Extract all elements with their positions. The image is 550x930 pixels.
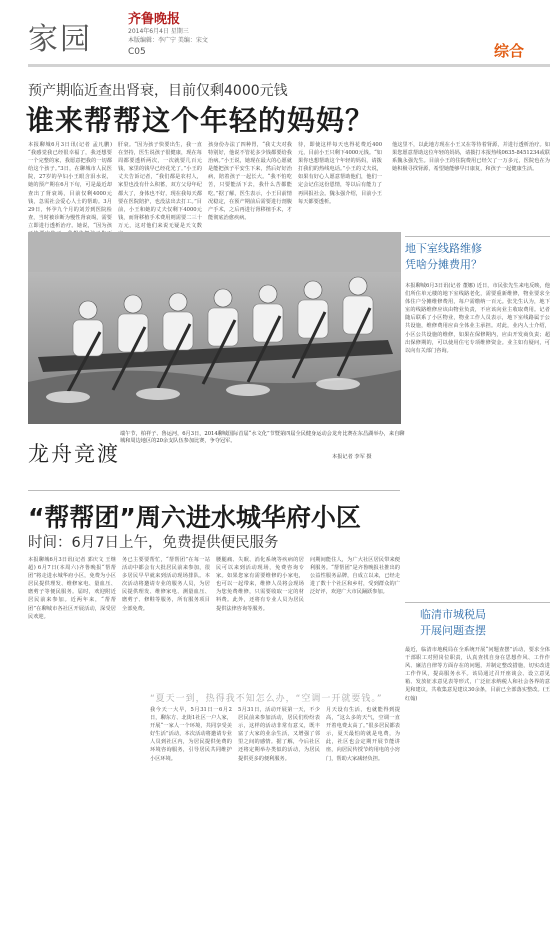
section-title: 家园 [28, 22, 92, 57]
story1-kicker: 预产期临近查出肾衰，目前仅剩4000元钱 [28, 83, 288, 99]
story2-headline: “帮帮团”周六进水城华府小区 [28, 503, 361, 532]
sidebar1-body: 本报聊城6月3日讯(记者 董娜) 近日，市民张先生来电反映，他们所住单元楼的地下室线路老化，需要重新维修，物业要求全体住户分摊维修费用，每户需缴纳一百元。张先生认为，地下室的线路维修应该由物业负责，不应该向业主收取费用。记者随后联系了小区物业，物业工作人员表示，地下室线路属于公共设施，维修费用应由全体业主承担。对此，业内人士介绍，小区公共设施的维修，如果在保修期内，应由开发商负责；超出保修期的，可以使用住宅专项维修资金。业主如有疑问，可以向有关部门咨询。 [405, 283, 550, 354]
story2-rule [28, 490, 400, 491]
story1-headline: 谁来帮帮这个年轻的妈妈？ [26, 104, 375, 137]
sidebar1-rule [405, 236, 550, 237]
page-number: C05 [128, 47, 146, 57]
dragon-boat-photo [28, 232, 401, 424]
story2-column-2: 务已主要要帮忙，“帮帮团”在每一站活动中都会有大批居民前来参加，很多居民早早就来到活动现场排队。本次活动将邀请专业的服务人员，为居民提供理发、维修家电、测量血压、磨剪子、修鞋等服务，所有服务项目全部免费。 [122, 557, 210, 612]
story2-column-1: 本报聊城6月3日讯(记者 郭庆文 王继超) 6月7日(本周六)齐鲁晚报“帮帮团”将走进水城华府小区，免费为小区居民提供理发、维修家电、量血压、磨剪子等便民服务。届时，欢迎附近居民前来参加。近两年来，“帮帮团”在聊城市各社区开展活动，深受居民欢迎。 [28, 557, 116, 620]
story1-column-5: 他这里不，以此地方现在小王又在等待着肾源，并进行透析治疗。如果您愿意帮助这位年轻的妈妈，请拨打本报热线0635-8451234或联系魏永强先生。目前小王的住院费用已经欠了一万多元，医院也在为她积极寻找肾源，希望她能够早日康复，和孩子一起健康生活。 [392, 142, 550, 173]
newspaper-logo: 齐鲁晚报 [128, 12, 181, 27]
story3-column-1: 我今天一大早，5月31日一6月2日，聊东方、北街1社区一户人家，开展“一家人一个环境，共同享受美好生活”活动，本次活动将邀请专业人员到社区内，为居民提供免费的环境咨询服务，引导居民共同维护小区环境。 [150, 707, 232, 762]
story1-column-1: 本报聊城6月3日讯(记者 孟凡鹏) “我感觉我已经很幸福了，我还想要一个完整的家，我愿意把我的一切都给这个孩子。”3日，在聊城市人民医院，27岁的孕妇小王眼含泪水说，她的预产期在6月下旬，可是最近却查出了肾衰竭，目前仅剩4000元钱，急需社会爱心人士的帮助。3月29日，怀孕九个月的刘芳到医院检查，当时被诊断为慢性肾衰竭，需要立即进行透析治疗。她说，“因为孩 [28, 142, 112, 229]
sidebar2-body: 最近，临清市地税局在全系统开展“问题查摆”活动，要求全体干部职工对照岗位职责，认真查找自身在思想作风、工作作风、廉洁自律等方面存在的问题，并制定整改措施，切实改进工作作风，提高服务水平。该局通过召开座谈会、设立意见箱、发放征求意见表等形式，广泛征求纳税人和社会各界的意见和建议，共收集意见建议30余条，目前已全部落实整改。(王红翰) [405, 647, 550, 702]
story2-column-4: 问期间能住人，为广大社区居民带来便利服务。“帮帮团”是齐鲁晚报社推出的公益性服务品牌，自成立以来，已经走进了数十个社区和乡村，受到群众的广泛好评，欢迎广大市民踊跃参加。 [310, 557, 400, 596]
story3-column-2: 5月31日，活动开展第一天，不少居民前来参加活动，居民们纷纷表示，这样的活动非常有意义，既丰富了大家的业余生活，又增强了邻里之间的感情。据了解，今后社区还将定期举办类似的活动，为居民提供更多的便利服务。 [238, 707, 320, 762]
sidebar2-title-line2: 开展问题查摆 [420, 624, 486, 637]
date-line: 2014年6月4日 星期三 [128, 28, 189, 35]
photo-caption: 端午节，柏祥子、鲁运河，6月3日，2014聊城国际首届“水文化”节暨第四届全民健身运动会龙舟比赛在东昌湖举办，来自聊城和周边地区的20余支队伍参加比赛，争夺冠军。 [120, 431, 405, 445]
sidebar1-title-line1: 地下室线路维修 [405, 242, 482, 255]
story2-subtitle: 时间：6月7日上午，免费提供便民服务 [28, 535, 279, 551]
category-label: 综合 [494, 42, 525, 60]
editor-line: 本版编辑：李广宁 美编：宋文 [128, 37, 208, 44]
story2-column-3: 腰腿痛、失眠、消化系统等疾病的居民可以来到活动现场，免费咨询专家。如果您家有需要维修的小家电，也可以一起带来，维修人员将会现场为您免费维修，只需要收取一定的材料费。此外，还将有专业人员为居民提供法律咨询等服务。 [216, 557, 304, 612]
sidebar2-rule [405, 602, 550, 603]
story1-column-3: 孩身份办法了四种胃，“我丈夫对我特别好，他说不管花多少钱都要给我治病。”小王说，她现在最大的心愿就是能把孩子平安生下来，然后好好治病，陪着孩子一起长大。“我不怕吃苦，只要能活下去，我什么苦都能吃。”据了解，医生表示，小王目前情况稳定，在预产期前后需要进行剖腹产手术，之后再进行肾移植手术，才能彻底治愈疾病。 [208, 142, 292, 221]
sidebar1-title-line2: 凭啥分摊费用？ [405, 258, 482, 271]
story3-column-3: 月天设有生活，也就能得到提高，“这么多的天气，空调一直开着电费太高了。”很多居民都表示，夏天最怕的就是电费，为此，社区也会定期开展节能讲座，向居民传授节约用电的小窍门，帮助大家减轻负担。 [326, 707, 400, 762]
sidebar2-title-line1: 临清市城税局 [420, 608, 486, 621]
photo-label: 龙舟竞渡 [28, 442, 120, 466]
header-rule [28, 64, 550, 67]
story1-column-4: 待，即使这样每天也得花费近400元，目前小王只剩下4000元钱。“如果你也想帮助这个年轻的妈妈，请拨打我们的热线电话。”小王的丈夫说，如果有好心人愿意帮助他们，他们一定会记住这份恩情，等以后有能力了再回报社会。魏永强介绍，目前小王每天都要透析。 [298, 142, 382, 205]
photo-credit: 本报记者 李军 摄 [332, 454, 372, 460]
pull-quote: “夏天一到，热得我不知怎么办，“空调一开就要钱。” [150, 694, 383, 704]
story1-column-2: 肝衰。“因为孩子快要出生，我一直在坚持，医生说孩子很健康，现在每周都要透析两次，一次就要几百元钱，家里的钱早已经花光了。”小王的丈夫告诉记者，“我们都是农村人，家里也没有什么积蓄，双方父母年纪都大了，身体也不好，现在我每天都要在医院陪护，也没法出去打工。”目前，小王和她的丈夫仅剩下4000元钱，而肾移植手术费用则需要二三十万元，这对他们来说无疑是天文数 [118, 142, 202, 229]
